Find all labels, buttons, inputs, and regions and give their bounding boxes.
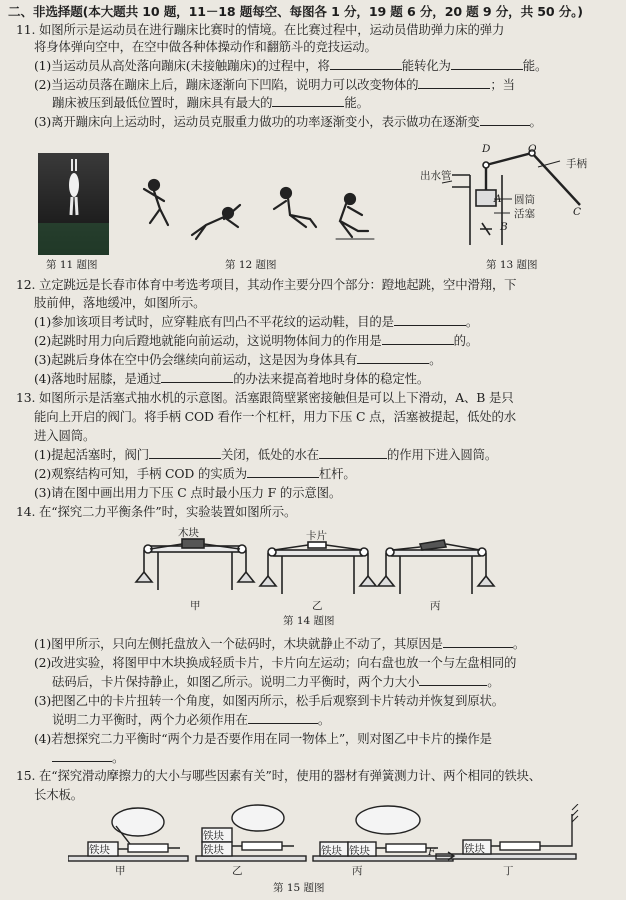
q12-intro-line2: 肢前伸，落地缓冲，如图所示。 <box>34 295 206 310</box>
q14-p3-b: 说明二力平衡时，两个力必须作用在 <box>52 712 248 727</box>
q13-p1-b: 关闭，低处的水在 <box>221 447 319 462</box>
label-handle: 手柄 <box>566 158 587 170</box>
q14-part2: (2)改进实验，将图甲中木块换成轻质卡片，卡片向左运动；向右盘也放一个与左盘相同的 <box>34 655 517 670</box>
label-yi-14: 乙 <box>312 600 323 612</box>
q11-part3 <box>34 114 542 129</box>
q14-part3: (3)把图乙中的卡片扭转一个角度，如图丙所示，松手后观察到卡片转动并恢复到原状。 <box>34 693 505 708</box>
label-iron-bing-2: 铁块 <box>349 845 370 857</box>
answer-blank[interactable] <box>382 333 454 345</box>
q13-intro-line2: 能向上开启的阀门。将手柄 COD 看作一个杠杆，用力下压 C 点，活塞被提起，低处的水 <box>34 409 517 424</box>
q12-p3: (3)起跳后身体在空中仍会继续向前运动，这是因为身体具有 <box>34 352 358 367</box>
fig11-caption: 第 11 题图 <box>46 259 98 271</box>
label-iron-ding: 铁块 <box>464 843 485 855</box>
q12-p4-b: 的办法来提高着地时身体的稳定性。 <box>233 371 430 386</box>
label-C: C <box>573 206 582 218</box>
fig14-caption: 第 14 题图 <box>283 615 335 627</box>
answer-blank[interactable] <box>272 95 344 107</box>
q14-p1: (1)图甲所示，只向左侧托盘放入一个砝码时，木块就静止不动了，其原因是 <box>34 636 443 651</box>
q11-p2-c: 蹦床被压到最低位置时，蹦床具有最大的 <box>52 95 273 110</box>
q13-p2-b: 杠杆。 <box>318 466 356 481</box>
q11-intro-line1: 11. 如图所示是运动员在进行蹦床比赛时的情境。在比赛过程中，运动员借助弹力床的弹力 <box>16 22 505 37</box>
q11-p2-d: 能。 <box>344 95 369 110</box>
answer-blank[interactable] <box>394 314 466 326</box>
answer-blank[interactable] <box>451 58 523 70</box>
q11-intro-line2: 将身体弹向空中，在空中做各种体操动作和翻筋斗的竞技运动。 <box>34 39 377 54</box>
q13-intro-line1: 13. 如图所示是活塞式抽水机的示意图。活塞跟筒壁紧密接触但是可以上下滑动，A、B 是只 <box>16 390 514 405</box>
q12-p2-a: (2)起跳时用力向后蹬地就能向前运动，这说明物体间力的作用是 <box>34 333 382 348</box>
label-bing-14: 丙 <box>430 600 441 612</box>
answer-blank[interactable] <box>330 58 402 70</box>
q14-part1: (1)图甲所示，只向左侧托盘放入一个砝码时，木块就静止不动了，其原因是 。 <box>34 636 526 651</box>
q12-p2-b: 的。 <box>453 333 479 348</box>
q12-part2 <box>34 333 478 348</box>
q11-p3: (3)离开蹦床向上运动时，运动员克服重力做功的功率逐渐变小，表示做功在逐渐变 <box>34 114 480 129</box>
q13-intro-line3: 进入圆筒。 <box>34 428 96 443</box>
answer-blank[interactable] <box>480 114 530 126</box>
q13-part2 <box>34 466 356 481</box>
label-block: 木块 <box>178 527 199 539</box>
label-jia-15: 甲 <box>115 865 126 877</box>
label-ding-15: 丁 <box>503 865 514 877</box>
fig12-caption: 第 12 题图 <box>225 259 277 271</box>
label-outlet: 出水管 <box>420 170 452 182</box>
label-iron-yi-bottom: 铁块 <box>203 844 224 856</box>
label-B: B <box>500 221 508 233</box>
answer-blank[interactable] <box>357 352 429 364</box>
q13-part3: (3)请在图中画出用力下压 C 点时最小压力 F 的示意图。 <box>34 485 342 500</box>
answer-blank[interactable] <box>248 712 318 724</box>
answer-blank[interactable] <box>149 447 221 459</box>
label-card: 卡片 <box>306 530 327 542</box>
label-A: A <box>494 193 502 205</box>
q14-part4-cont: 。 <box>52 750 124 765</box>
label-bing-15: 丙 <box>352 865 363 877</box>
q11-p2-b: ；当 <box>490 77 515 92</box>
friction-apparatus <box>68 804 588 872</box>
q11-part2-cont <box>52 95 369 110</box>
q14-part2-cont: 砝码后，卡片保持静止，如图乙所示。说明二力平衡时，两个力大小 。 <box>52 674 500 689</box>
q11-p1-b: 能转化为 <box>401 58 451 73</box>
fig15-caption: 第 15 题图 <box>273 882 325 894</box>
q11-p1-c: 能。 <box>522 58 548 73</box>
answer-blank[interactable] <box>247 466 319 478</box>
label-cylinder: 圆筒 <box>514 194 535 206</box>
label-iron-bing-1: 铁块 <box>321 845 342 857</box>
q12-part1: (1)参加该项目考试时，应穿鞋底有凹凸不平花纹的运动鞋，目的是 。 <box>34 314 479 329</box>
q15-intro-line2: 长木板。 <box>34 787 83 802</box>
label-O: O <box>528 143 537 155</box>
label-yi-15: 乙 <box>232 865 243 877</box>
q11-p3-end: 。 <box>529 114 542 129</box>
label-piston: 活塞 <box>514 208 535 220</box>
answer-blank[interactable] <box>52 750 112 762</box>
q12-p4-a: (4)落地时屈膝，是通过 <box>34 371 162 386</box>
q12-p1: (1)参加该项目考试时，应穿鞋底有凹凸不平花纹的运动鞋，目的是 <box>34 314 394 329</box>
q13-part1 <box>34 447 497 462</box>
trampoline-photo <box>38 153 109 255</box>
answer-blank[interactable] <box>161 371 233 383</box>
q14-part4: (4)若想探究二力平衡时“两个力是否要作用在同一物体上”，则对图乙中卡片的操作是 <box>34 731 492 746</box>
label-jia-14: 甲 <box>190 600 201 612</box>
answer-blank[interactable] <box>418 77 490 89</box>
q15-intro-line1: 15. 在“探究滑动摩擦力的大小与哪些因素有关”时，使用的器材有弹簧测力计、两个相同的铁块、 <box>16 768 542 783</box>
label-iron-jia: 铁块 <box>89 844 110 856</box>
answer-blank[interactable] <box>319 447 387 459</box>
q12-part4 <box>34 371 429 386</box>
q14-part3-cont: 说明二力平衡时，两个力必须作用在 。 <box>52 712 331 727</box>
q11-part2 <box>34 77 515 92</box>
fig13-caption: 第 13 题图 <box>486 259 538 271</box>
q13-p1-c: 的作用下进入圆筒。 <box>386 447 498 462</box>
label-F: F <box>428 846 436 858</box>
q13-p2-a: (2)观察结构可知，手柄 COD 的实质为 <box>34 466 247 481</box>
label-D: D <box>482 143 491 155</box>
q11-part1 <box>34 58 547 73</box>
answer-blank[interactable] <box>419 674 487 686</box>
label-iron-yi-top: 铁块 <box>203 830 224 842</box>
q11-p2-a: (2)当运动员落在蹦床上后，蹦床逐渐向下凹陷，说明力可以改变物体的 <box>34 77 419 92</box>
section-title: 二、非选择题(本大题共 10 题，11－18 题每空、每图各 1 分，19 题 6 分，20 题 9 分，共 50 分。) <box>8 4 583 19</box>
q14-intro: 14. 在“探究二力平衡条件”时，实验装置如图所示。 <box>16 504 297 519</box>
q12-part3: (3)起跳后身体在空中仍会继续向前运动，这是因为身体具有 。 <box>34 352 442 367</box>
q13-p1-a: (1)提起活塞时，阀门 <box>34 447 150 462</box>
q11-p1-a: (1)当运动员从高处落向蹦床(未接触蹦床)的过程中，将 <box>34 58 330 73</box>
q14-p2-b: 砝码后，卡片保持静止，如图乙所示。说明二力平衡时，两个力大小 <box>52 674 420 689</box>
q12-intro-line1: 12. 立定跳远是长春市体育中考选考项目，其动作主要分四个部分：蹬地起跳，空中滑翔，下 <box>16 277 517 292</box>
gymnast-silhouette <box>38 153 109 255</box>
answer-blank[interactable] <box>443 636 513 648</box>
long-jump-figures <box>140 175 385 250</box>
